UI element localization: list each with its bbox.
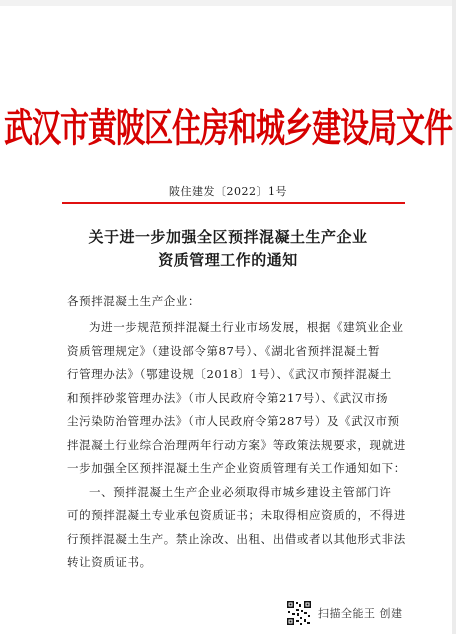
scanner-label: 扫描全能王 创建 — [318, 607, 403, 620]
document-body — [67, 316, 406, 575]
body-line: 为进一步规范预拌混凝土行业市场发展，根据《建筑业企业 — [89, 320, 404, 334]
body-line: 行预拌混凝土生产。禁止涂改、出租、出借或者以其他形式非法 — [67, 531, 406, 546]
body-line: 一、预拌混凝土生产企业必须取得市城乡建设主管部门许 — [89, 484, 392, 499]
body-line: 尘污染防治管理办法》（市人民政府令第287号）及《武汉市预 — [67, 414, 400, 428]
document-number: 陂住建发〔2022〕1号 — [169, 185, 287, 198]
body-line: 拌混凝土行业综合治理两年行动方案》等政策法规要求，现就进 — [67, 437, 406, 452]
body-line: 行管理办法》（鄂建设规〔2018〕1号）、《武汉市预拌混凝土 — [67, 367, 392, 381]
title-line-1: 关于进一步加强全区预拌混凝土生产企业 — [88, 228, 368, 246]
document-header: 武汉市黄陂区住房和城乡建设局文件 — [3, 105, 452, 151]
red-divider-line — [62, 202, 405, 204]
body-line: 转让资质证书。 — [67, 555, 152, 569]
scanner-watermark — [286, 598, 403, 628]
body-line: 可的预拌混凝土专业承包资质证书；未取得相应资质的，不得进 — [67, 508, 406, 522]
body-line: 资质管理规定》（建设部令第87号）、《湖北省预拌混凝土暂 — [67, 343, 381, 358]
body-line: 一步加强全区预拌混凝土生产企业资质管理有关工作通知如下： — [67, 461, 406, 475]
body-line: 和预拌砂浆管理办法》（市人民政府令第217号）、《武汉市扬 — [67, 390, 389, 405]
recipient-line: 各预拌混凝土生产企业： — [67, 294, 201, 308]
document-title — [0, 226, 456, 272]
qr-code-icon — [286, 600, 312, 626]
title-line-2: 资质管理工作的通知 — [158, 251, 298, 269]
